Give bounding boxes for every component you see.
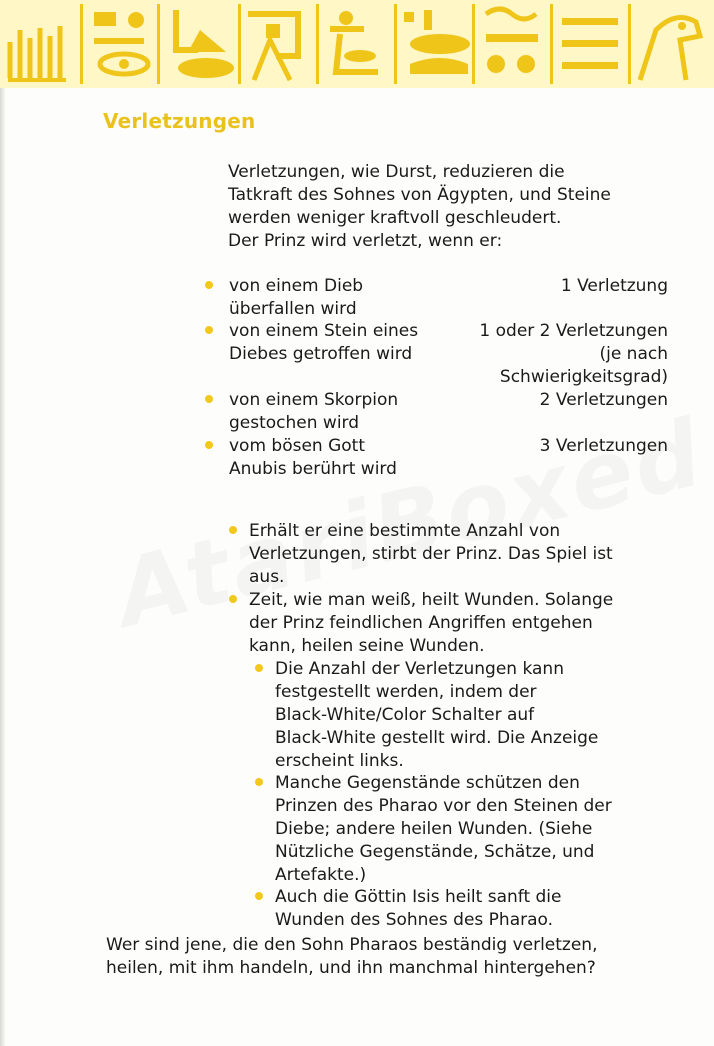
note-line: kann, heilen seine Wunden. — [249, 636, 485, 656]
subnote-line: Nützliche Gegenstände, Schätze, und — [275, 842, 595, 862]
injury-cause — [229, 389, 398, 435]
bullet-icon — [229, 526, 237, 534]
subnote-line: Diebe; andere heilen Wunden. (Siehe — [275, 819, 593, 839]
injury-cause-line: von einem Dieb — [229, 276, 364, 296]
note-line: Zeit, wie man weiß, heilt Wunden. Solange — [249, 590, 614, 610]
injury-cause-line: gestochen wird — [229, 413, 360, 433]
injury-count-line: 1 Verletzung — [560, 276, 668, 296]
subnote-line: Black-White/Color Schalter auf — [275, 705, 535, 725]
bullet-icon — [205, 326, 213, 334]
injury-cause-line: vom bösen Gott — [229, 436, 366, 456]
subnote-paragraph — [275, 886, 562, 932]
intro-line: werden weniger kraftvoll geschleudert. — [228, 208, 562, 228]
intro-paragraph — [228, 161, 611, 253]
note-paragraph — [249, 589, 613, 658]
bullet-icon — [255, 892, 263, 900]
injury-count-line: 2 Verletzungen — [539, 390, 668, 410]
injury-cause — [229, 275, 363, 321]
note-line: aus. — [249, 567, 285, 587]
closing-line: heilen, mit ihm handeln, und ihn manchmal hintergehen? — [106, 958, 596, 978]
hieroglyph-strip-graphic — [0, 0, 714, 88]
subnote-line: Artefakte.) — [275, 865, 367, 885]
bullet-icon — [255, 664, 263, 672]
injury-cause-line: Anubis berührt wird — [229, 459, 397, 479]
bullet-icon — [255, 778, 263, 786]
closing-question — [106, 934, 598, 980]
bullet-icon — [205, 395, 213, 403]
injury-count-line: Schwierigkeitsgrad) — [499, 367, 668, 387]
subnote-line: Black-White gestellt wird. Die Anzeige — [275, 728, 599, 748]
bullet-icon — [205, 281, 213, 289]
subnote-paragraph — [275, 772, 612, 887]
injury-count — [561, 275, 668, 298]
subnote-line: Die Anzahl der Verletzungen kann — [275, 659, 564, 679]
intro-line: Tatkraft des Sohnes von Ägypten, und Steine — [228, 185, 611, 205]
note-paragraph — [249, 520, 613, 589]
section-heading: Verletzungen — [103, 109, 256, 133]
injury-cause-line: Diebes getroffen wird — [229, 344, 413, 364]
injury-cause — [229, 435, 397, 481]
injury-count-line: 1 oder 2 Verletzungen — [479, 321, 668, 341]
subnote-paragraph — [275, 658, 598, 773]
subnote-line: Auch die Göttin Isis heilt sanft die — [275, 887, 562, 907]
injury-cause-line: von einem Stein eines — [229, 321, 419, 341]
injury-count — [540, 389, 668, 412]
subnote-line: festgestellt werden, indem der — [275, 682, 537, 702]
subnote-line: Wunden des Sohnes des Pharao. — [275, 910, 554, 930]
injury-count — [540, 435, 668, 458]
bullet-icon — [205, 441, 213, 449]
injury-count-line: 3 Verletzungen — [539, 436, 668, 456]
intro-line: Der Prinz wird verletzt, wenn er: — [228, 231, 503, 251]
injury-count-line: (je nach — [599, 344, 668, 364]
page-edge-shadow — [0, 0, 6, 1046]
injury-cause — [229, 320, 418, 366]
intro-line: Verletzungen, wie Durst, reduzieren die — [228, 162, 565, 182]
injury-cause-line: überfallen wird — [229, 299, 357, 319]
bullet-icon — [229, 595, 237, 603]
note-line: Verletzungen, stirbt der Prinz. Das Spiel ist — [249, 544, 613, 564]
subnote-line: Manche Gegenstände schützen den — [275, 773, 580, 793]
injury-cause-line: von einem Skorpion — [229, 390, 399, 410]
subnote-line: Prinzen des Pharao vor den Steinen der — [275, 796, 612, 816]
hieroglyph-banner — [0, 0, 714, 88]
note-line: der Prinz feindlichen Angriffen entgehen — [249, 613, 593, 633]
subnote-line: erscheint links. — [275, 751, 404, 771]
closing-line: Wer sind jene, die den Sohn Pharaos beständig verletzen, — [106, 935, 598, 955]
injury-count — [479, 320, 668, 389]
note-line: Erhält er eine bestimmte Anzahl von — [249, 521, 561, 541]
